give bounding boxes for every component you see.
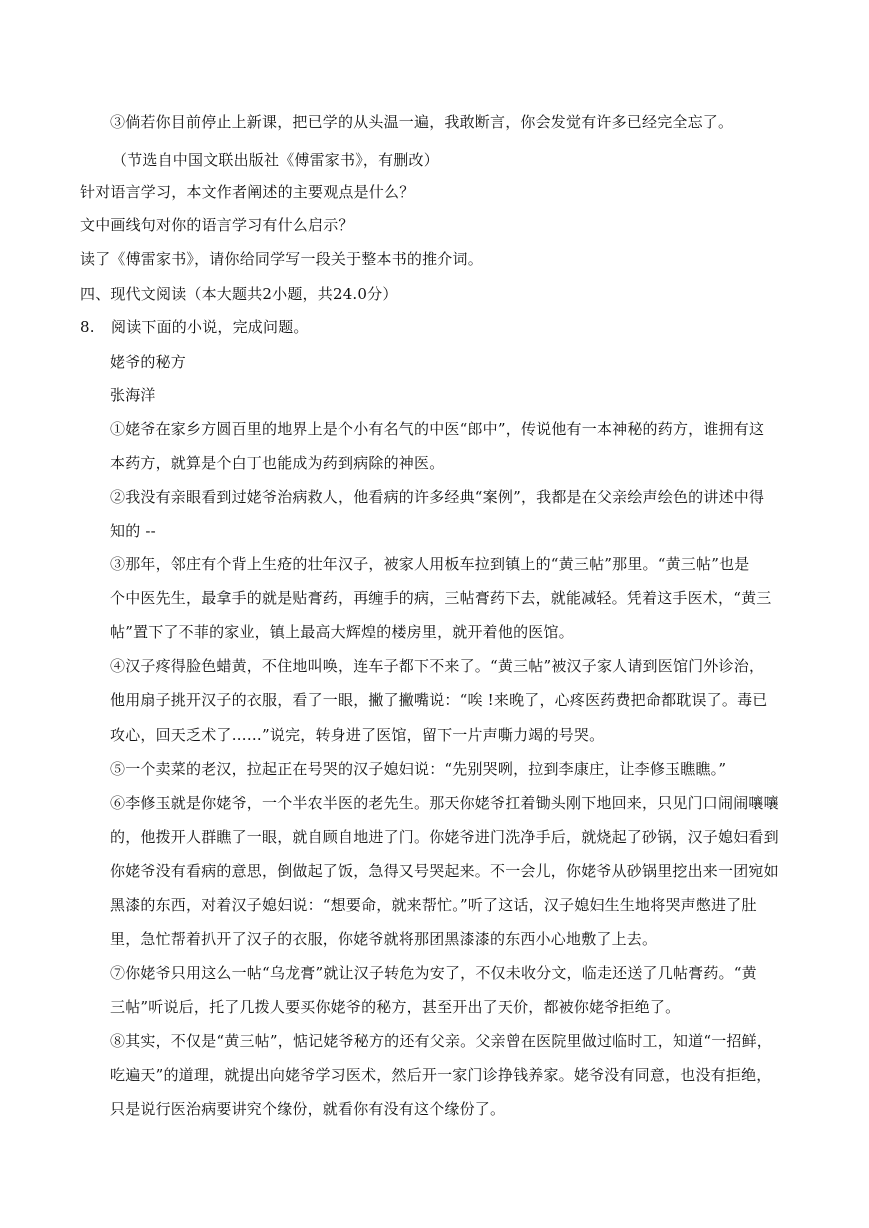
question-number: 8.: [80, 318, 95, 336]
section-heading: 四、现代文阅读（本大题共2小题，共24.0分）: [80, 285, 398, 303]
paragraph-line: ④汉子疼得脸色蜡黄，不住地叫唤，连车子都下不来了。“黄三帖”被汉子家人请到医馆门外诊治，: [110, 657, 765, 675]
paragraph-line: ①姥爷在家乡方圆百里的地界上是个小有名气的中医“郎中”，传说他有一本神秘的药方，谁拥有这: [110, 420, 765, 438]
paragraph-line: 他用扇子挑开汉子的衣服，看了一眼，撇了撇嘴说：“唉 !来晚了，心疼医药费把命都耽误了。毒已: [110, 691, 768, 709]
paragraph-line: 帖”置下了不菲的家业，镇上最高大辉煌的楼房里，就开着他的医馆。: [110, 623, 574, 641]
question-item: [80, 318, 309, 336]
paragraph-line: ⑦你姥爷只用这么一帖“乌龙膏”就让汉子转危为安了，不仅未收分文，临走还送了几帖膏药。“黄: [110, 964, 757, 982]
paragraph-line: ⑥李修玉就是你姥爷，一个半农半医的老先生。那天你姥爷扛着锄头刚下地回来，只见门口闹闹嚷嚷: [110, 794, 779, 812]
paragraph-line: 知的 --: [110, 522, 156, 540]
paragraph-line: 攻心，回天乏术了……”说完，转身进了医馆，留下一片声嘶力竭的号哭。: [110, 726, 605, 744]
question-text: 阅读下面的小说，完成问题。: [111, 318, 309, 336]
question-line: 读了《傅雷家书》，请你给同学写一段关于整本书的推介词。: [80, 250, 483, 268]
question-line: 文中画线句对你的语言学习有什么启示？: [80, 216, 354, 234]
paragraph-line: 只是说行医治病要讲究个缘份，就看你有没有这个缘份了。: [110, 1100, 506, 1118]
paragraph-line: 个中医先生，最拿手的就是贴膏药，再缠手的病，三帖膏药下去，就能减轻。凭着这手医术，“黄三: [110, 589, 772, 607]
source-note: （节选自中国文联出版社《傅雷家书》，有删改）: [112, 151, 439, 169]
paragraph-line: ⑧其实，不仅是“黄三帖”，惦记姥爷秘方的还有父亲。父亲曾在医院里做过临时工，知道“一招鲜，: [110, 1032, 773, 1050]
paragraph-line: 本药方，就算是个白丁也能成为药到病除的神医。: [110, 454, 445, 472]
question-line: 针对语言学习，本文作者阐述的主要观点是什么？: [80, 183, 415, 201]
story-author: 张海洋: [110, 386, 156, 404]
paragraph-line: ③倘若你目前停止上新课，把已学的从头温一遍，我敢断言，你会发觉有许多已经完全忘了。: [110, 113, 734, 131]
paragraph-line: 的，他拨开人群瞧了一眼，就自顾自地进了门。你姥爷进门洗净手后，就烧起了砂锅，汉子媳妇看到: [110, 828, 779, 846]
paragraph-line: ③那年，邻庄有个背上生疮的壮年汉子，被家人用板车拉到镇上的“黄三帖”那里。“黄三帖”也是: [110, 555, 750, 573]
paragraph-line: ⑤一个卖菜的老汉，拉起正在号哭的汉子媳妇说：“先别哭咧，拉到李康庄，让李修玉瞧瞧。”: [110, 760, 727, 778]
paragraph-line: 你姥爷没有看病的意思，倒做起了饭，急得又号哭起来。不一会儿，你姥爷从砂锅里挖出来一团宛如: [110, 862, 779, 880]
paragraph-line: 三帖”听说后，托了几拨人要买你姥爷的秘方，甚至开出了天价，都被你姥爷拒绝了。: [110, 998, 681, 1016]
paragraph-line: 黑漆的东西，对着汉子媳妇说：“想要命，就来帮忙。”听了这话，汉子媳妇生生地将哭声憋进了肚: [110, 896, 757, 914]
story-title: 姥爷的秘方: [110, 353, 187, 371]
paragraph-line: ②我没有亲眼看到过姥爷治病救人，他看病的许多经典“案例”，我都是在父亲绘声绘色的讲述中得: [110, 488, 765, 506]
paragraph-line: 吃遍天”的道理，就提出向姥爷学习医术，然后开一家门诊挣钱养家。姥爷没有同意，也没有拒绝，: [110, 1066, 772, 1084]
paragraph-line: 里，急忙帮着扒开了汉子的衣服，你姥爷就将那团黑漆漆的东西小心地敷了上去。: [110, 930, 658, 948]
